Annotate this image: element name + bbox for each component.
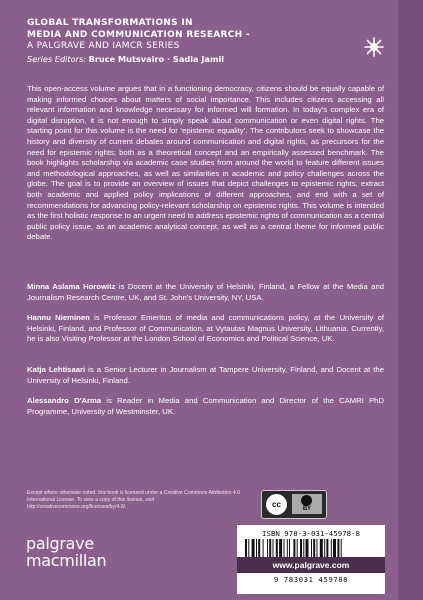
series-editors-label: Series Editors: [27, 53, 87, 64]
author-bio-1 [27, 282, 384, 303]
publisher-name-line1: palgrave [26, 534, 94, 553]
series-subtitle: A PALGRAVE AND IAMCR SERIES [27, 41, 180, 51]
author-bio-text: is Docent at the University of Helsinki, Finland, a Fellow at the Media and Journalism Research Centre, UK, and St. John's University, NY, USA. [27, 282, 384, 302]
barcode-number: 9 783031 459788 [273, 575, 349, 584]
author-name: Alessandro D'Arma [27, 396, 102, 405]
spine-edge [398, 0, 423, 600]
book-description: This open-access volume argues that in a functioning democracy, citizens should be equally capable of making informed choices about matters of social importance. This includes citizens accessing all relevant information and knowledge necessary for informed will formation. In today's complex era of digital disruption, it is not enough to simply speak about communication or even digital rights. The starting point for this volume is the need for ‘epistemic equality’. The contributors seek to showcase the history and diversity of current debates around communication and digital rights, as precursors for the need for epistemic rights; both as a theoretical concept and an empirically assessed benchmark. The book highlights scholarship via academic case studies from around the world to feature different issues and methodological approaches, as well as similarities in academic and policy challenges across the globe. The goal is to provide an overview of issues that depict challenges to epistemic rights, extract both academic and applied policy implications of different approaches, and end with a set of recommendations for advancing policy-relevant scholarship on epistemic rights. This volume is intended as the first holistic response to an urgent need to address epistemic rights of communication as a central public policy issue, as an academic analytical concept, as well as a central theme for informed public debate. [27, 84, 384, 242]
author-bio-3 [27, 365, 384, 386]
author-name: Hannu Nieminen [27, 313, 90, 322]
author-bio-text: is a Senior Lecturer in Journalism at Tampere University, Finland, and Docent at the University of Helsinki, Finland. [27, 365, 384, 385]
person-icon [301, 495, 312, 506]
author-name: Minna Aslama Horowitz [27, 282, 116, 291]
license-notice: Except where otherwise noted, this book is licensed under a Creative Commons Attribution 4.0 International License. To view a copy of this license, visit http://creativecommons.org/licenses/by/4.0/. [27, 490, 240, 511]
isbn-text: ISBN 978-3-031-45978-8 [262, 529, 360, 538]
series-title-line1: GLOBAL TRANSFORMATIONS IN [27, 18, 193, 28]
publisher-logo [26, 535, 106, 569]
by-attribution-icon [292, 494, 322, 514]
author-bio-4 [27, 396, 384, 417]
author-bio-text: is Professor Emeritus of media and communications policy, at the University of Helsinki, Finland, and Professor of Communication, at Vytautas Magnus University, Lithuania. Currently, he is also Visiting Professor at the London School of Economics and Political Science, UK. [27, 313, 384, 344]
author-name: Katja Lehtisaari [27, 365, 86, 374]
cc-icon: cc [266, 494, 287, 515]
publisher-url[interactable]: www.palgrave.com [237, 557, 385, 573]
cc-by-badge[interactable] [261, 490, 327, 519]
author-bio-2 [27, 313, 384, 345]
publisher-name-line2: macmillan [26, 551, 107, 570]
author-bio-text: is Reader in Media and Communication and Director of the CAMRI PhD Programme, University of Westminster, UK. [27, 396, 384, 416]
palgrave-flower-icon [363, 36, 385, 58]
series-editors-names: Bruce Mutsvairo · Sadia Jamil [88, 53, 225, 64]
series-header [27, 18, 357, 65]
series-title-line2: MEDIA AND COMMUNICATION RESEARCH - [27, 29, 250, 40]
series-editors [27, 53, 357, 65]
by-label: BY [302, 506, 312, 512]
